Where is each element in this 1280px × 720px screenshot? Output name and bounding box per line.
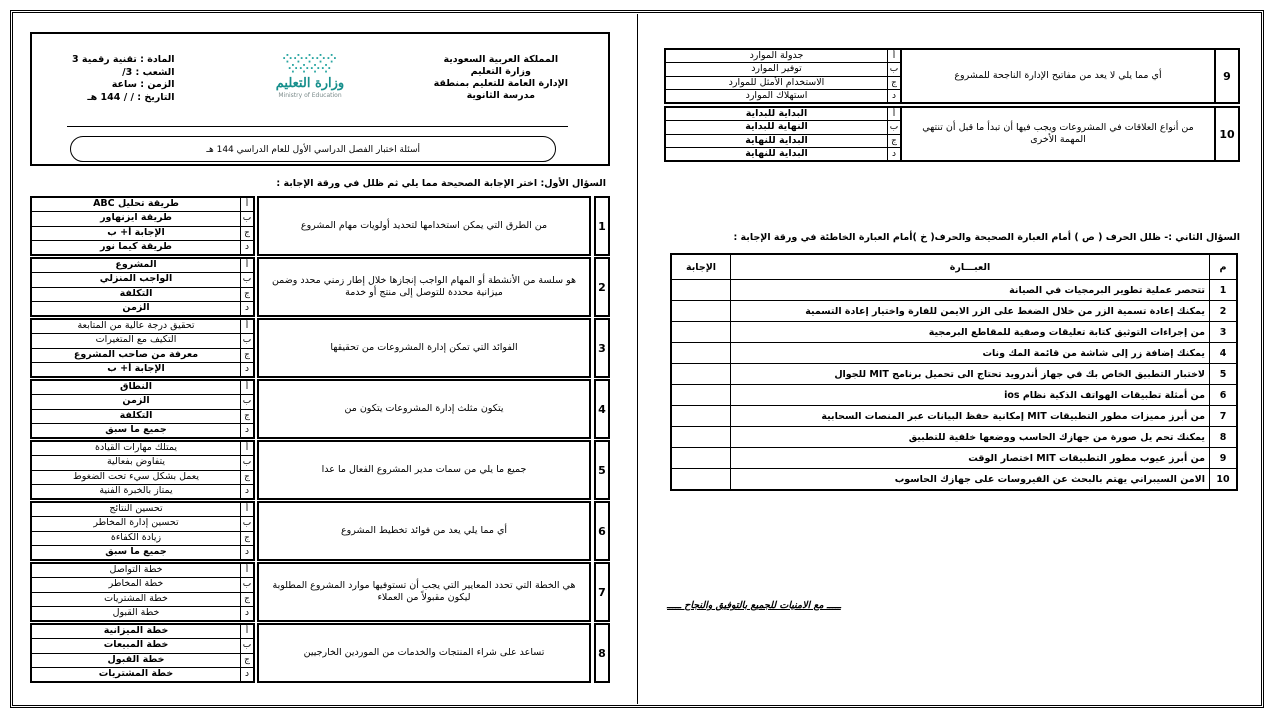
table-row [671, 343, 1237, 364]
col-num-header: م [1210, 254, 1238, 280]
logo-english-text: Ministry of Education [278, 92, 342, 99]
option-row[interactable] [32, 212, 253, 226]
statement-text: من أبرز عيوب مطور التطبيقات MIT اختصار الوقت [731, 448, 1210, 469]
option-row[interactable] [32, 349, 253, 363]
options-box [30, 257, 255, 317]
answer-cell[interactable] [671, 301, 731, 322]
option-letter: ب [887, 63, 900, 75]
option-letter: ب [887, 121, 900, 133]
option-text: التكيف مع المتغيرات [95, 334, 177, 346]
option-letter: د [240, 424, 253, 437]
option-text: يمتلك مهارات القيادة [94, 442, 178, 453]
option-row[interactable] [32, 410, 253, 424]
option-row[interactable] [32, 485, 253, 498]
option-row[interactable] [32, 607, 253, 620]
option-text: الاستخدام الأمثل للموارد [728, 76, 825, 88]
option-text: المشروع [115, 259, 157, 270]
option-row[interactable] [32, 395, 253, 409]
option-letter: ج [240, 532, 253, 545]
statement-text: تتحصر عملية تطوير البرمجيات في الصيانة [731, 280, 1210, 301]
statement-text: من أمثلة تطبيقات الهواتف الذكية نظام ios [731, 385, 1210, 406]
option-row[interactable] [32, 259, 253, 273]
question-text: تساعد على شراء المنتجات والخدمات من الموردين الخارجيين [257, 623, 591, 683]
right-page [664, 48, 1240, 491]
subject-line: المادة : تقنية رقمية 3 [72, 54, 175, 65]
option-row[interactable] [32, 625, 253, 639]
option-row[interactable] [666, 121, 900, 134]
option-text: خطة المبيعات [103, 639, 169, 651]
option-letter: ج [240, 410, 253, 423]
options-box [30, 623, 255, 683]
option-letter: ب [240, 639, 253, 652]
question-row [30, 562, 610, 622]
table-row [671, 448, 1237, 469]
option-letter: أ [240, 198, 253, 211]
statement-text: من إجراءات التوثيق كتابة تعليقات وصفية للمقاطع البرمجية [731, 322, 1210, 343]
option-row[interactable] [32, 471, 253, 485]
option-letter: أ [887, 108, 900, 120]
statement-text: يمكنك إضافة زر إلى شاشة من قائمة المك ونات [731, 343, 1210, 364]
col-statement-header: العبـــارة [731, 254, 1210, 280]
option-letter: د [240, 668, 253, 681]
option-text: تحقيق درجة عالية من المتابعة [77, 320, 195, 331]
option-text: النهاية للبداية [745, 121, 808, 133]
option-row[interactable] [32, 593, 253, 607]
exam-title: أسئلة اختبار الفصل الدراسي الأول للعام الدراسي 144 هـ [70, 136, 556, 162]
option-row[interactable] [666, 90, 900, 102]
answer-cell[interactable] [671, 469, 731, 491]
option-letter: ب [240, 273, 253, 286]
question-number: 8 [594, 623, 610, 683]
question-text: هو سلسة من الأنشطة أو المهام الواجب إنجازها خلال إطار زمني محدد وضمن ميزانية محددة للتوصل إلى منتج أو خدمة [257, 257, 591, 317]
statement-text: يمكنك إعادة تسمية الزر من خلال الضغط على الزر الايمن للفارة واختيار إعادة التسمية [731, 301, 1210, 322]
table-row [671, 469, 1237, 491]
option-row[interactable] [32, 227, 253, 241]
option-text: التكلفة [119, 287, 153, 299]
option-letter: أ [240, 503, 253, 516]
table-row [671, 280, 1237, 301]
option-row[interactable] [32, 334, 253, 348]
option-text: طريقة كيما نور [100, 240, 172, 252]
option-letter: ج [887, 77, 900, 89]
option-row[interactable] [32, 503, 253, 517]
question-row [30, 257, 610, 317]
option-text: توفير الموارد [751, 63, 802, 75]
option-row[interactable] [666, 63, 900, 76]
table-row [671, 364, 1237, 385]
option-row[interactable] [32, 546, 253, 559]
table-row [671, 301, 1237, 322]
option-letter: ج [240, 349, 253, 362]
option-letter: أ [240, 381, 253, 394]
question-row [664, 48, 1240, 104]
option-letter: ب [240, 334, 253, 347]
option-letter: أ [240, 564, 253, 577]
option-letter: ج [240, 471, 253, 484]
logo-dots-icon: ⁘⁘⁘⁘⁘ ⁘⁘⁘⁘ [282, 52, 338, 76]
option-text: خطة المخاطر [108, 578, 164, 590]
question-row [30, 379, 610, 439]
logo-arabic-text: وزارة التعليم [275, 76, 345, 91]
option-row[interactable] [32, 654, 253, 668]
question-row [30, 501, 610, 561]
option-text: خطة الميزانية [103, 625, 169, 636]
statement-number: 7 [1210, 406, 1238, 427]
options-box [30, 501, 255, 561]
option-letter: د [887, 148, 900, 160]
option-letter: ج [240, 654, 253, 667]
option-text: زيادة الكفاءة [110, 531, 162, 543]
option-text: البداية للنهاية [745, 147, 808, 159]
option-row[interactable] [32, 532, 253, 546]
option-letter: أ [240, 625, 253, 638]
question-row [664, 106, 1240, 162]
statement-text: يمكنك تحم يل صورة من جهازك الحاسب ووضعها خلفية للتطبيق [731, 427, 1210, 448]
exam-header [30, 32, 610, 166]
option-letter: ب [240, 517, 253, 530]
question-text: يتكون مثلث إدارة المشروعات يتكون من [257, 379, 591, 439]
option-letter: د [240, 302, 253, 315]
option-letter: د [240, 607, 253, 620]
option-letter: ج [240, 593, 253, 606]
admin-line: الإدارة العامة للتعليم بمنطقة [433, 78, 568, 89]
section2-title: السؤال الثاني :- ظلل الحرف ( ص ) أمام العبارة الصحيحة والحرف( خ )أمام العبارة الخاطئة في ورقة الإجابة : [733, 232, 1240, 243]
question-number: 4 [594, 379, 610, 439]
option-letter: أ [240, 259, 253, 272]
options-box [666, 50, 900, 102]
header-rule [67, 126, 568, 127]
question-number: 5 [594, 440, 610, 500]
option-text: النطاق [119, 381, 153, 392]
question-text: جميع ما يلي من سمات مدير المشروع الفعال ما عدا [257, 440, 591, 500]
question-number: 3 [594, 318, 610, 378]
true-false-table [670, 253, 1238, 491]
question-number: 6 [594, 501, 610, 561]
option-text: جميع ما سبق [105, 545, 167, 557]
option-row[interactable] [32, 456, 253, 470]
question-text: أي مما يلي يعد من فوائد تخطيط المشروع [257, 501, 591, 561]
option-text: استهلاك الموارد [745, 89, 808, 101]
time-line: الزمن : ساعة [111, 79, 175, 90]
option-row[interactable] [666, 148, 900, 160]
statement-number: 1 [1210, 280, 1238, 301]
table-row [671, 427, 1237, 448]
option-text: يعمل بشكل سيء تحت الضغوط [72, 470, 200, 482]
option-text: تحسين إدارة المخاطر [93, 517, 179, 529]
statement-text: لاختبار التطبيق الخاص بك في جهاز أندرويد تحتاج الى تحميل برنامج MIT للجوال [731, 364, 1210, 385]
option-letter: ج [240, 288, 253, 301]
option-text: جميع ما سبق [105, 423, 167, 435]
table-header-row [671, 254, 1237, 280]
answer-cell[interactable] [671, 448, 731, 469]
option-letter: د [240, 241, 253, 254]
option-row[interactable] [32, 241, 253, 254]
option-letter: ب [240, 578, 253, 591]
option-text: تحسين النتائج [109, 503, 163, 514]
question-row [30, 318, 610, 378]
subject-info [72, 54, 175, 104]
option-row[interactable] [32, 273, 253, 287]
option-letter: د [240, 546, 253, 559]
closing-wish: ـــــ مع الامنيات للجميع بالتوفيق والنجاح ـــــ [667, 600, 841, 611]
option-text: خطة القبول [107, 653, 165, 665]
option-text: الزمن [122, 395, 150, 407]
option-row[interactable] [666, 135, 900, 148]
question-number: 7 [594, 562, 610, 622]
option-letter: أ [887, 50, 900, 62]
option-text: البداية للبداية [745, 108, 808, 119]
answer-cell[interactable] [671, 322, 731, 343]
option-letter: أ [240, 442, 253, 455]
option-letter: ب [240, 395, 253, 408]
question-row [30, 623, 610, 683]
option-letter: ج [240, 227, 253, 240]
option-row[interactable] [32, 320, 253, 334]
option-letter: د [240, 485, 253, 498]
option-row[interactable] [32, 578, 253, 592]
question-row [30, 440, 610, 500]
options-box [30, 318, 255, 378]
option-letter: أ [240, 320, 253, 333]
table-row [671, 406, 1237, 427]
ministry-line: وزارة التعليم [470, 66, 531, 77]
option-row[interactable] [666, 77, 900, 90]
statement-number: 8 [1210, 427, 1238, 448]
country-line: المملكة العربية السعودية [443, 54, 559, 65]
option-text: خطة القبول [112, 606, 160, 618]
option-row[interactable] [32, 639, 253, 653]
mcq-list-right [664, 48, 1240, 162]
option-row[interactable] [32, 302, 253, 315]
option-letter: د [887, 90, 900, 102]
school-line: مدرسة الثانوية [466, 90, 535, 101]
answer-cell[interactable] [671, 427, 731, 448]
option-text: خطة التواصل [109, 564, 163, 575]
option-row[interactable] [32, 668, 253, 681]
option-text: التكلفة [119, 409, 153, 421]
option-letter: ج [887, 135, 900, 147]
option-row[interactable] [666, 108, 900, 121]
option-text: معرفة من صاحب المشروع [73, 348, 199, 360]
page-divider [637, 14, 638, 704]
options-box [666, 108, 900, 160]
answer-cell[interactable] [671, 343, 731, 364]
option-text: يمتاز بالخبرة الفنية [99, 484, 173, 496]
question-number: 10 [1214, 108, 1238, 160]
statement-number: 5 [1210, 364, 1238, 385]
statement-text: من أبرز مميزات مطور التطبيقات MIT إمكانية حفظ البيانات عبر المنصات السحابية [731, 406, 1210, 427]
options-box [30, 379, 255, 439]
statement-number: 2 [1210, 301, 1238, 322]
option-row[interactable] [32, 424, 253, 437]
statement-number: 6 [1210, 385, 1238, 406]
statement-number: 4 [1210, 343, 1238, 364]
mcq-list-left [30, 196, 610, 683]
option-row[interactable] [32, 363, 253, 376]
option-row[interactable] [32, 564, 253, 578]
school-info [434, 54, 568, 102]
option-letter: د [240, 363, 253, 376]
answer-cell[interactable] [671, 406, 731, 427]
class-line: الشعب : 3/ [122, 66, 175, 78]
statement-number: 3 [1210, 322, 1238, 343]
option-row[interactable] [32, 381, 253, 395]
option-text: الإجابة أ+ ب [107, 226, 165, 238]
question-number: 9 [1214, 50, 1238, 102]
question-text: من أنواع العلاقات في المشروعات ويجب فيها أن تبدأ ما قبل أن تنتهي المهمة الأخرى [900, 108, 1214, 160]
table-row [671, 322, 1237, 343]
ministry-logo [260, 54, 360, 110]
option-letter: ب [240, 212, 253, 225]
statement-number: 9 [1210, 448, 1238, 469]
option-row[interactable] [32, 442, 253, 456]
question-text: الفوائد التي تمكن إدارة المشروعات من تحقيقها [257, 318, 591, 378]
option-text: خطة المشتريات [104, 592, 168, 604]
question-text: أي مما يلي لا يعد من مفاتيح الإدارة الناجحة للمشروع [900, 50, 1214, 102]
question-text: هي الخطة التي تحدد المعايير التي يجب أن تستوفيها موارد المشروع المطلوبة ليكون مقبولاً من العملاء [257, 562, 591, 622]
option-text: يتفاوض بفعالية [106, 456, 166, 468]
question-row [30, 196, 610, 256]
statement-text: الامن السيبراني يهتم بالبحث عن الفيروسات على جهازك الحاسوب [731, 469, 1210, 491]
option-text: الإجابة أ+ ب [107, 362, 165, 374]
date-line: التاريخ : / / 144 هـ [87, 91, 175, 103]
options-box [30, 440, 255, 500]
col-answer-header: الإجابة [671, 254, 731, 280]
option-text: الزمن [122, 301, 150, 313]
option-text: الواجب المنزلي [99, 273, 173, 285]
option-row[interactable] [32, 198, 253, 212]
question-number: 2 [594, 257, 610, 317]
option-row[interactable] [32, 517, 253, 531]
option-text: البداية للنهاية [745, 134, 808, 146]
option-text: طريقة ايزنهاور [100, 212, 172, 224]
option-text: خطة المشتريات [98, 667, 174, 679]
left-page [30, 32, 610, 684]
answer-cell[interactable] [671, 280, 731, 301]
options-box [30, 562, 255, 622]
question-number: 1 [594, 196, 610, 256]
option-text: طريقة تحليل ABC [93, 198, 179, 209]
answer-cell[interactable] [671, 385, 731, 406]
option-letter: ب [240, 456, 253, 469]
options-box [30, 196, 255, 256]
option-text: جدولة الموارد [749, 50, 804, 61]
answer-cell[interactable] [671, 364, 731, 385]
statement-number: 10 [1210, 469, 1238, 491]
option-row[interactable] [666, 50, 900, 63]
table-row [671, 385, 1237, 406]
question-text: من الطرق التي يمكن استخدامها لتحديد أولويات مهام المشروع [257, 196, 591, 256]
section1-title: السؤال الأول: اختر الإجابة الصحيحة مما يلي ثم ظلل في ورقة الإجابة : [276, 178, 606, 189]
option-row[interactable] [32, 288, 253, 302]
